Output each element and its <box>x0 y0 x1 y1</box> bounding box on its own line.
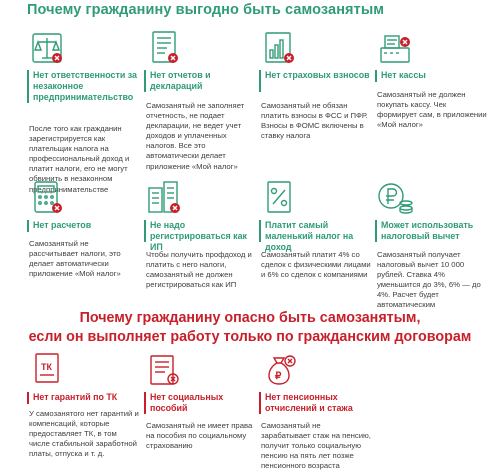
benefit-text: Чтобы получить профдоход и платить с него налоги, самозанятый не должен регистрироваться как ИП <box>146 250 252 290</box>
benefit-text: Самозанятый не обязан платить взносы в ФСС и ПФР. Взносы в ФОМС включены в ставку налога <box>261 101 368 141</box>
benefit-title: Нет кассы <box>375 70 487 82</box>
tk-document-icon <box>27 350 67 390</box>
cash-register-icon <box>375 28 415 68</box>
benefit-title: Нет расчетов <box>27 220 139 232</box>
svg-text:₽: ₽ <box>275 371 282 382</box>
report-document-icon <box>144 28 184 68</box>
scale-gavel-icon <box>27 28 67 68</box>
benefit-title: Не надо регистрироваться как ИП <box>144 220 256 242</box>
risk-title: Нет гарантий по ТК <box>27 392 139 404</box>
benefit-text: Самозанятый не рассчитывает налоги, это делает автоматически приложение «Мой налог» <box>29 239 121 279</box>
benefit-title: Может использовать налоговый вычет <box>375 220 487 242</box>
benefits-document-icon <box>144 350 184 390</box>
calculator-icon <box>27 178 67 218</box>
svg-text:ТК: ТК <box>41 362 52 372</box>
risks-title-line1: Почему гражданину опасно быть самозанятым, <box>79 310 421 326</box>
risks-title-line2: если он выполняет работу только по гражданским договорам <box>28 329 472 345</box>
benefit-title: Нет ответственности за незаконное предпринимательство <box>27 70 139 103</box>
benefit-text: Самозанятый получает налоговый вычет 10 000 рублей. Ставка 4% уменьшится до 3%, 6% — до 4%. Расчет будет автоматическим <box>377 250 481 310</box>
benefit-text: Самозанятый не заполняет отчетность, не подает декларации, не ведет учет доходов и уплаченных налогов. Все это автоматически делает приложение «Мой налог» <box>146 101 245 171</box>
benefit-text: Самозанятый не должен покупать кассу. Чек формирует сам, в приложении «Мой налог» <box>377 90 487 130</box>
ruble-coins-icon <box>375 178 415 218</box>
insurance-chart-icon <box>259 28 299 68</box>
risk-text: Самозанятый не имеет права на пособия по социальному страхованию <box>146 421 253 451</box>
risk-text: У самозанятого нет гарантий и компенсаций, которые предоставляет ТК, в том числе стабильной заработной платы, отпуска и т. д. <box>29 409 139 459</box>
risks-title <box>0 309 500 347</box>
risk-title: Нет социальных пособий <box>144 392 256 414</box>
money-bag-icon <box>259 350 299 390</box>
benefits-title: Почему гражданину выгодно быть самозанятым <box>27 2 385 18</box>
percent-document-icon <box>259 178 299 218</box>
benefit-text: Самозанятый платит 4% со сделок с физическими лицами и 6% со сделок с компаниями <box>261 250 371 280</box>
risk-text: Самозанятый не зарабатывает стаж на пенсию, получит только социальную пенсию на пять лет позже пенсионного возраста <box>261 421 371 471</box>
benefit-title: Платит самый маленький налог на доход <box>259 220 371 242</box>
risk-title: Нет пенсионных отчислений и стажа <box>259 392 371 414</box>
benefit-text: После того как гражданин зарегистрируется как плательщик налога на профессиональный доход и платит налоги, его не могут обвинить в незаконном предпринимательстве <box>29 124 130 194</box>
benefit-title: Нет отчетов и деклараций <box>144 70 256 92</box>
office-buildings-icon <box>144 178 184 218</box>
benefit-title: Нет страховых взносов <box>259 70 371 92</box>
